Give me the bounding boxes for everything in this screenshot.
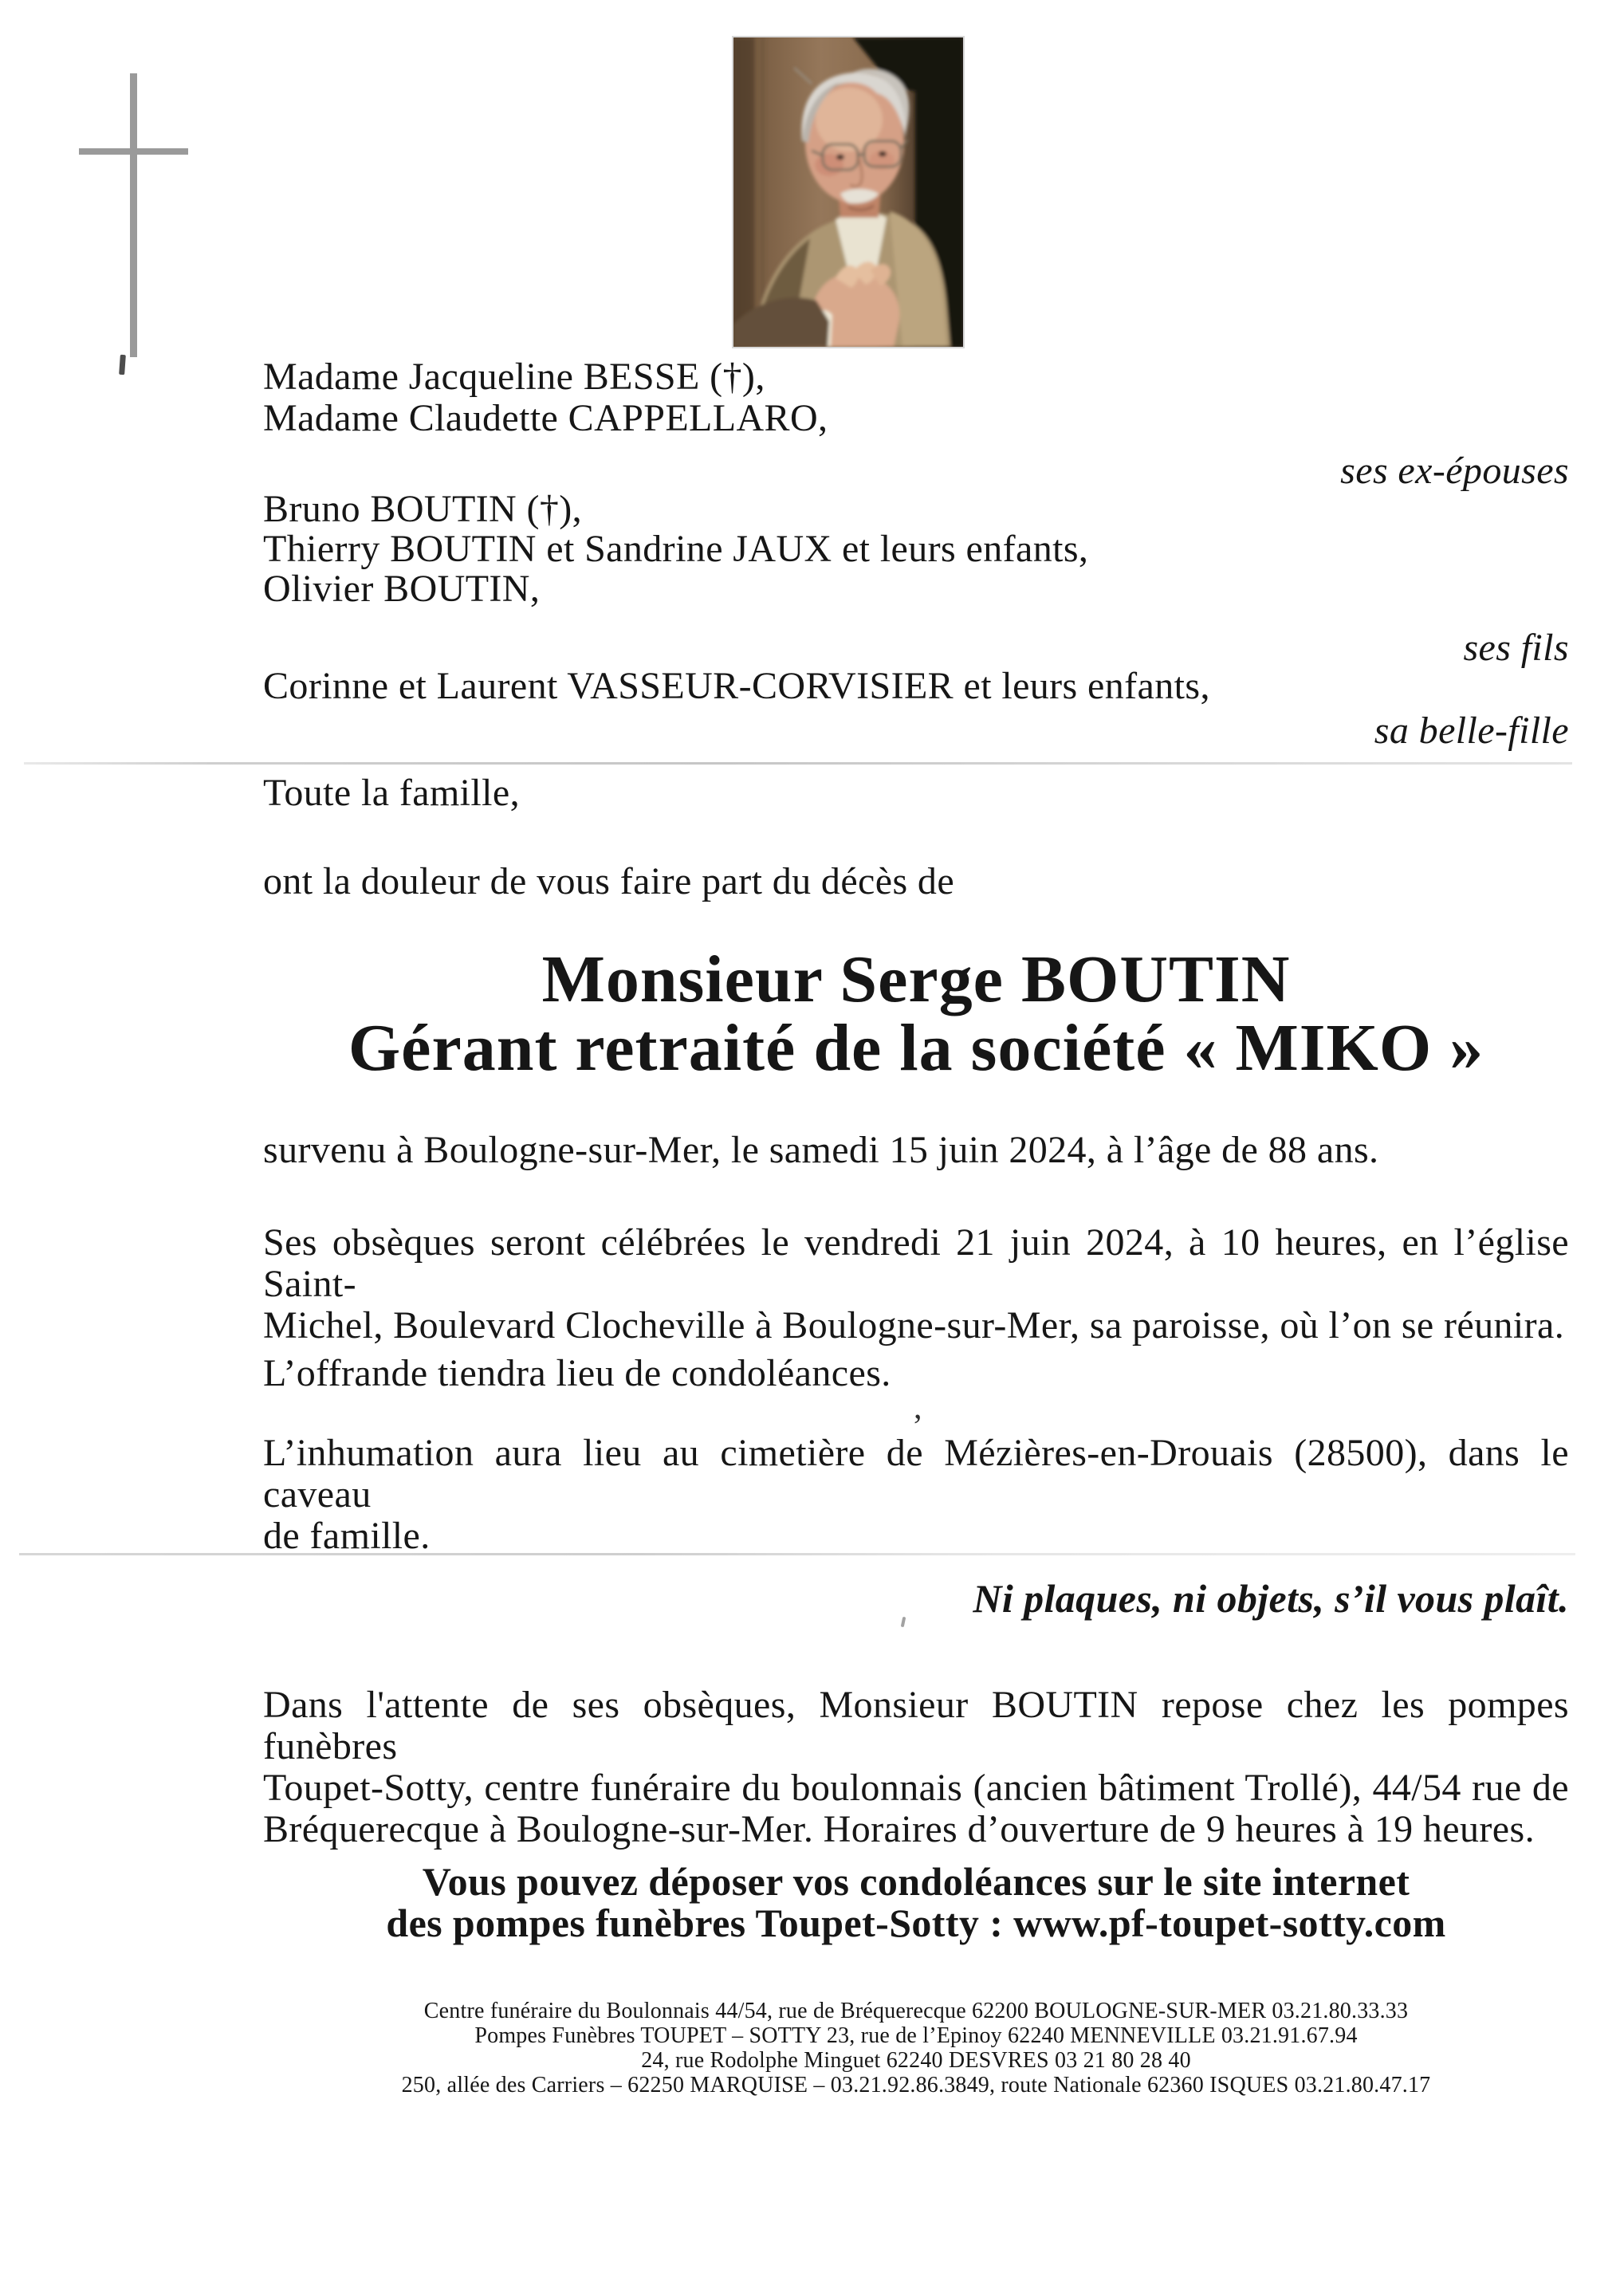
footer-address-1: Centre funéraire du Boulonnais 44/54, rue de Bréquerecque 62200 BOULOGNE-SUR-MER 03.21.80.33.33 <box>423 1999 1409 2023</box>
announcement-line: ont la douleur de vous faire part du décès de <box>263 860 955 902</box>
family-line-whole-family: Toute la famille, <box>263 772 520 814</box>
family-line-son-3: Olivier BOUTIN, <box>263 568 541 610</box>
repose-paragraph <box>263 1685 1569 1850</box>
burial-line-2: de famille. <box>263 1515 431 1557</box>
funeral-home-footer <box>263 1999 1569 2097</box>
family-line-ex-wife-2: Madame Claudette CAPPELLARO, <box>263 397 828 439</box>
condolences-website-line: des pompes funèbres Toupet-Sotty : www.pf-toupet-sotty.com <box>386 1901 1446 1945</box>
repose-line-2: Toupet-Sotty, centre funéraire du boulonnais (ancien bâtiment Trollé), 44/54 rue de <box>263 1767 1569 1809</box>
ceremony-line-1: Ses obsèques seront célébrées le vendredi 21 juin 2024, à 10 heures, en l’église Saint- <box>263 1221 1569 1305</box>
deceased-profession: Gérant retraité de la société « MIKO » <box>348 1011 1484 1085</box>
scan-artifact-comma: , <box>914 1390 922 1426</box>
scan-artifact-tick <box>119 355 126 375</box>
offering-line: L’offrande tiendra lieu de condoléances. <box>263 1352 891 1394</box>
relation-label-daughter-in-law: sa belle-fille <box>1374 710 1569 752</box>
relation-label-ex-wives: ses ex-épouses <box>1340 450 1569 492</box>
cross-horizontal-bar <box>79 148 188 155</box>
relation-label-sons: ses fils <box>1463 627 1569 669</box>
family-line-daughter-in-law: Corinne et Laurent VASSEUR-CORVISIER et leurs enfants, <box>263 665 1210 707</box>
condolences-block <box>263 1861 1569 1944</box>
deceased-title-block <box>263 942 1569 1085</box>
repose-line-3: Bréquerecque à Boulogne-sur-Mer. Horaires d’ouverture de 9 heures à 19 heures. <box>263 1808 1535 1850</box>
family-line-ex-wife-1: Madame Jacqueline BESSE (†), <box>263 356 765 398</box>
ceremony-paragraph <box>263 1222 1569 1347</box>
condolences-line-1: Vous pouvez déposer vos condoléances sur le site internet <box>422 1859 1410 1904</box>
no-plaques-request: Ni plaques, ni objets, s’il vous plaît. <box>973 1576 1569 1621</box>
deceased-name: Monsieur Serge BOUTIN <box>541 942 1291 1016</box>
burial-line-1: L’inhumation aura lieu au cimetière de Mézières-en-Drouais (28500), dans le caveau <box>263 1432 1569 1516</box>
burial-paragraph <box>263 1433 1569 1557</box>
repose-line-1: Dans l'attente de ses obsèques, Monsieur BOUTIN repose chez les pompes funèbres <box>263 1684 1569 1767</box>
portrait-illustration <box>733 37 963 347</box>
family-line-son-2: Thierry BOUTIN et Sandrine JAUX et leurs enfants, <box>263 528 1089 570</box>
family-line-son-1: Bruno BOUTIN (†), <box>263 488 583 530</box>
portrait-photo <box>732 36 965 348</box>
ceremony-line-2: Michel, Boulevard Clocheville à Boulogne-sur-Mer, sa paroisse, où l’on se réunira. <box>263 1304 1565 1347</box>
scan-artifact-line <box>24 762 1572 765</box>
footer-address-4: 250, allée des Carriers – 62250 MARQUISE – 03.21.92.86.3849, route Nationale 62360 ISQUES 03.21.80.47.17 <box>401 2073 1431 2097</box>
footer-address-3: 24, rue Rodolphe Minguet 62240 DESVRES 03 21 80 28 40 <box>641 2048 1191 2073</box>
death-details-line: survenu à Boulogne-sur-Mer, le samedi 15 juin 2024, à l’âge de 88 ans. <box>263 1129 1379 1171</box>
footer-address-2: Pompes Funèbres TOUPET – SOTTY 23, rue de l’Epinoy 62240 MENNEVILLE 03.21.91.67.94 <box>474 2023 1358 2048</box>
cross-vertical-bar <box>130 73 137 357</box>
